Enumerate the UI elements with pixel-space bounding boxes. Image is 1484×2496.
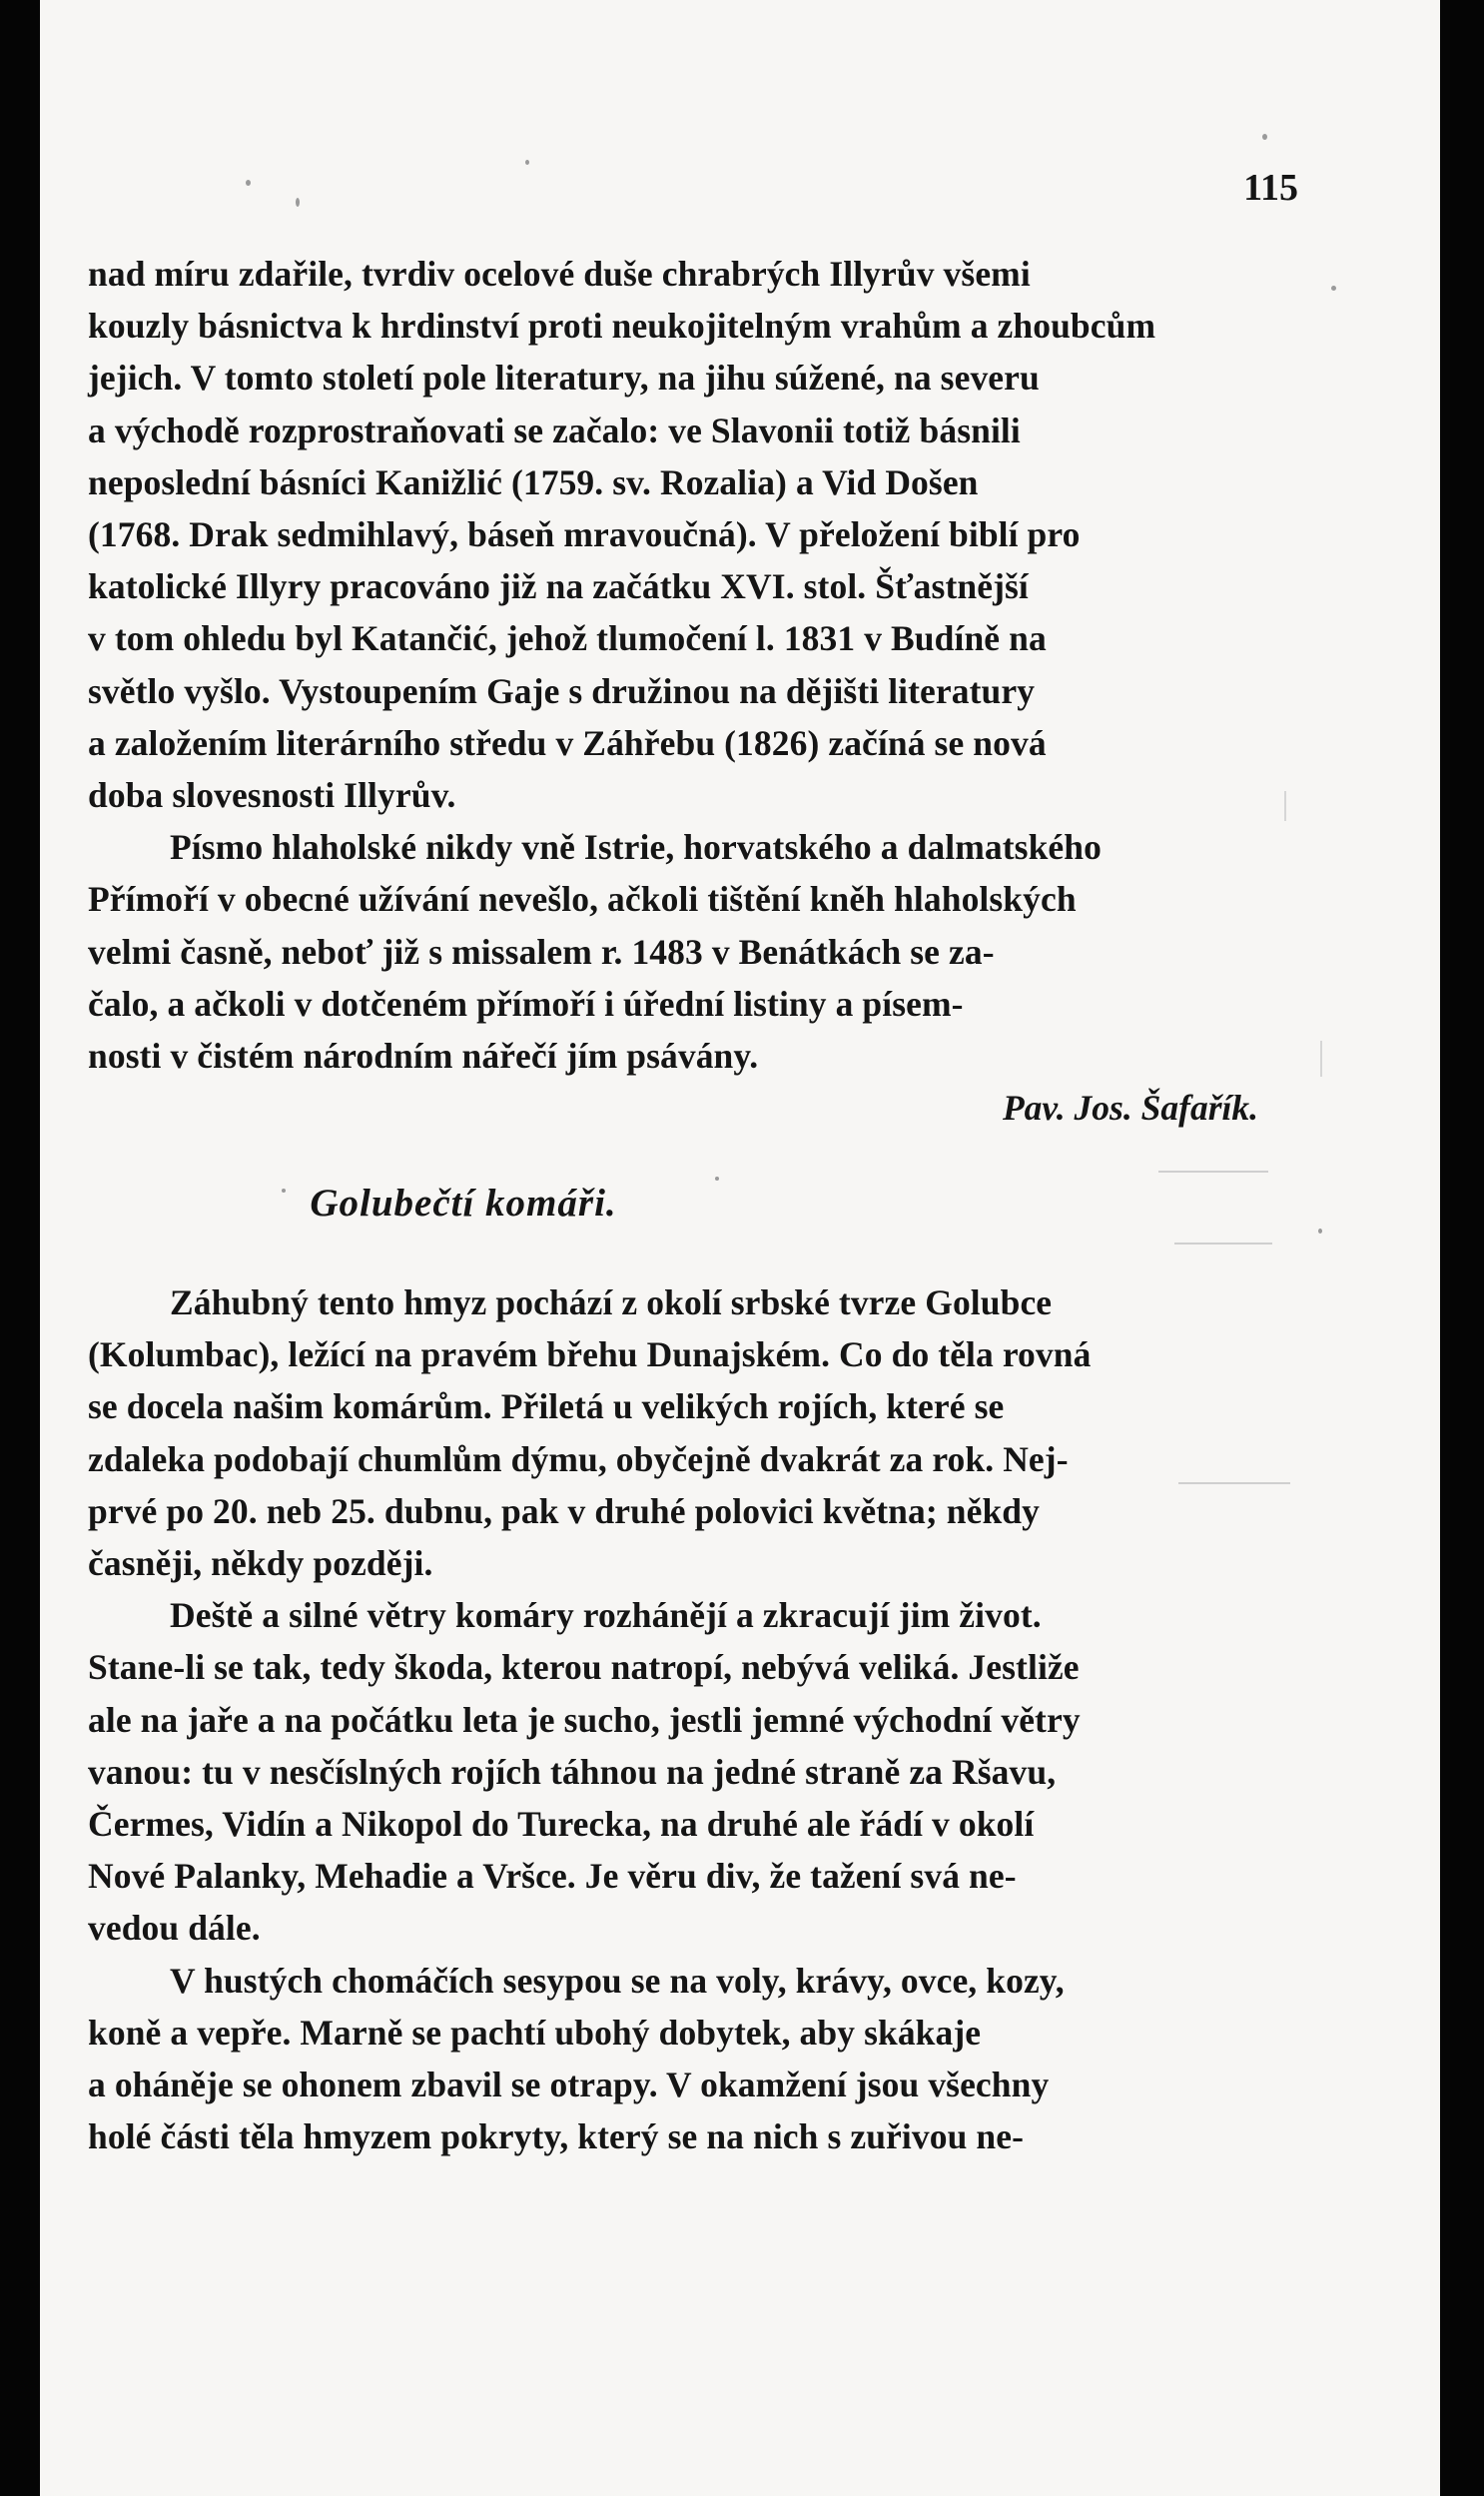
left-scan-border [0, 0, 40, 2496]
right-scan-border [1440, 0, 1484, 2496]
paragraph [88, 1276, 1298, 1589]
paragraph [88, 1955, 1298, 2163]
text-line: neposlední básníci Kanižlić (1759. sv. Rozalia) a Vid Došen [88, 461, 979, 502]
article-title [88, 1181, 1298, 1226]
page-number: 115 [1243, 167, 1298, 209]
article-body [88, 1276, 1298, 2162]
text-line: holé části těla hmyzem pokryty, který se na nich s zuřivou ne- [88, 2116, 1025, 2157]
text-line: V hustých chomáčích sesypou se na voly, krávy, ovce, kozy, [170, 1960, 1065, 2001]
text-line: prvé po 20. neb 25. dubnu, pak v druhé polovici května; někdy [88, 1490, 1041, 1531]
speckle [296, 198, 300, 207]
text-line: kouzly básnictva k hrdinství proti neukojitelným vrahům a zhoubcům [88, 306, 1156, 347]
text-line: a východě rozprostraňovati se začalo: ve Slavonii totiž básnili [88, 410, 1021, 450]
text-line: ale na jaře a na počátku leta je sucho, jestli jemné východní větry [88, 1699, 1081, 1740]
text-line: Čermes, Vidín a Nikopol do Turecka, na druhé ale řádí v okolí [88, 1804, 1035, 1845]
article-title-text: Golubečtí komáři. [310, 1182, 617, 1225]
text-line: světlo vyšlo. Vystoupením Gaje s družinou na dějišti literatury [88, 670, 1036, 711]
text-line: jejich. V tomto století pole literatury, na jihu súžené, na severu [88, 358, 1040, 399]
text-line: časněji, někdy později. [88, 1543, 433, 1584]
text-line: (1768. Drak sedmihlavý, báseň mravoučná). V přeložení biblí pro [88, 514, 1081, 555]
text-line: Nové Palanky, Mehadie a Vršce. Je věru div, že tažení svá ne- [88, 1856, 1017, 1897]
text-line: doba slovesnosti Illyrův. [88, 775, 456, 816]
paragraph [88, 1589, 1298, 1954]
speckle [1318, 1229, 1322, 1234]
text-line: katolické Illyry pracováno již na začátku XVI. stol. Šťastnější [88, 566, 1029, 607]
text-line: a oháněje se ohonem zbavil se otrapy. V okamžení jsou všechny [88, 2065, 1050, 2105]
text-line: nad míru zdařile, tvrdiv ocelové duše chrabrých Illyrův všemi [88, 254, 1031, 294]
bleed-through-mark [1320, 1041, 1322, 1077]
text-line: a založením literárního středu v Záhřebu (1826) začíná se nová [88, 722, 1047, 763]
text-line: koně a vepře. Marně se pachtí ubohý dobytek, aby skákaje [88, 2012, 982, 2053]
text-line: Deště a silné větry komáry rozhánějí a zkracují jim život. [170, 1595, 1042, 1636]
text-line: v tom ohledu byl Katančić, jehož tlumočení l. 1831 v Budíně na [88, 618, 1047, 659]
text-line: (Kolumbac), ležící na pravém břehu Dunajském. Co do těla rovná [88, 1334, 1092, 1375]
paragraph [88, 821, 1298, 1082]
previous-article-continuation [88, 248, 1298, 1134]
text-line: se docela našim komárům. Přiletá u velikých rojích, které se [88, 1386, 1005, 1427]
speckle [246, 180, 251, 186]
text-line: Přímoří v obecné užívání nevešlo, ačkoli tištění kněh hlaholských [88, 879, 1077, 920]
text-line: Záhubný tento hmyz pochází z okolí srbské tvrze Golubce [170, 1282, 1053, 1322]
speckle [525, 160, 529, 165]
bleed-through-mark [1174, 1243, 1272, 1245]
text-line: velmi časně, neboť již s missalem r. 1483 v Benátkách se za- [88, 931, 995, 972]
text-line: Stane-li se tak, tedy škoda, kterou natropí, nebývá veliká. Jestliže [88, 1647, 1080, 1688]
text-line: vanou: tu v nesčíslných rojích táhnou na jedné straně za Ršavu, [88, 1751, 1057, 1792]
text-line: Písmo hlaholské nikdy vně Istrie, horvatského a dalmatského [170, 827, 1102, 868]
bleed-through-mark [1158, 1171, 1268, 1173]
paragraph [88, 248, 1298, 821]
text-line: čalo, a ačkoli v dotčeném přímoří i úřední listiny a písem- [88, 983, 964, 1024]
speckle [1331, 286, 1336, 291]
speckle [1262, 134, 1267, 140]
text-line: vedou dále. [88, 1908, 261, 1949]
author-signature: Pav. Jos. Šafařík. [1002, 1088, 1258, 1129]
text-line: nosti v čistém národním nářečí jím psávány. [88, 1036, 759, 1077]
text-line: zdaleka podobají chumlům dýmu, obyčejně dvakrát za rok. Nej- [88, 1438, 1069, 1479]
